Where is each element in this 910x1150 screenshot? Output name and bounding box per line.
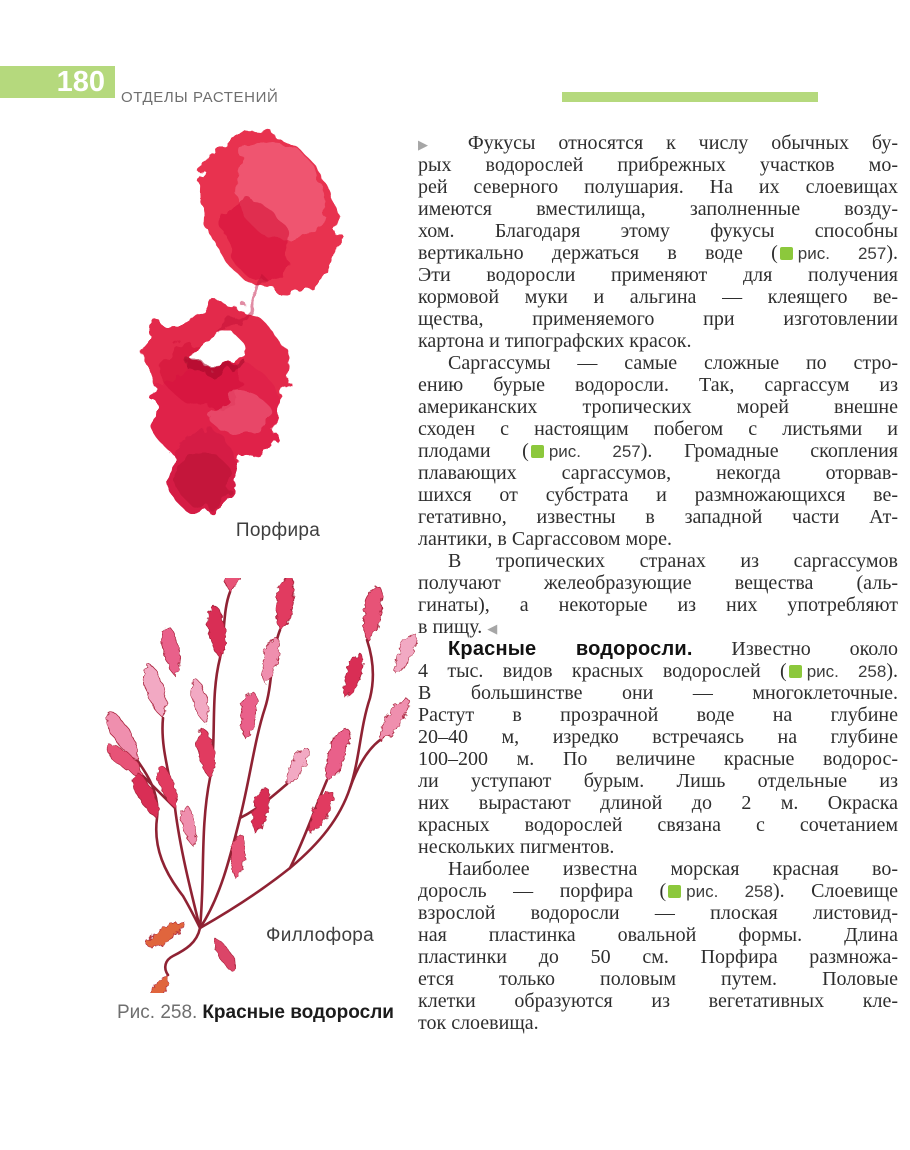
text-segment: ется только половым путем. Половые bbox=[418, 968, 898, 990]
text-segment: гетативно, известны в западной части Ат- bbox=[418, 506, 898, 528]
text-line bbox=[418, 572, 898, 594]
phyllophora-drawing bbox=[105, 578, 425, 993]
text-segment: красных водорослей связана с сочетанием bbox=[418, 814, 898, 836]
text-segment: гинаты), а некоторые из них употребляют bbox=[418, 594, 898, 616]
text-segment: Фукусы относятся к числу обычных бу- bbox=[467, 132, 898, 154]
figure-reference: рис. 257 bbox=[548, 442, 641, 461]
text-line bbox=[418, 198, 898, 220]
text-line bbox=[418, 792, 898, 814]
text-segment: шихся от субстрата и размножающихся ве- bbox=[418, 484, 898, 506]
text-line bbox=[418, 924, 898, 946]
text-line bbox=[418, 176, 898, 198]
porphyra-drawing bbox=[120, 122, 400, 517]
text-segment: ). bbox=[886, 660, 899, 682]
text-line bbox=[418, 264, 898, 286]
phyllophora-illustration bbox=[105, 578, 425, 993]
text-segment: ). bbox=[886, 242, 898, 264]
text-segment: ная пластинка овальной формы. Длина bbox=[418, 924, 898, 946]
text-segment: получают желеобразующие вещества (аль- bbox=[418, 572, 898, 594]
text-line bbox=[418, 462, 898, 484]
text-segment: нескольких пигментов. bbox=[418, 836, 615, 858]
text-line bbox=[418, 682, 898, 704]
text-segment: 20–40 м, изредко встречаясь на глубине bbox=[418, 726, 898, 748]
text-line bbox=[418, 132, 898, 154]
text-line bbox=[418, 506, 898, 528]
text-line bbox=[418, 880, 898, 902]
text-line bbox=[418, 220, 898, 242]
figure-caption bbox=[117, 1002, 394, 1024]
paragraph-marker-icon: ▶ bbox=[418, 138, 468, 153]
text-segment: доросль — порфира ( bbox=[418, 880, 667, 902]
text-line bbox=[418, 440, 898, 462]
text-segment: плавающих саргассумов, некогда оторвав- bbox=[418, 462, 898, 484]
text-segment: взрослой водоросли — плоская листовид- bbox=[418, 902, 898, 924]
text-segment: ению бурые водоросли. Так, саргассум из bbox=[418, 374, 898, 396]
text-segment: в пищу. bbox=[418, 616, 488, 638]
text-line bbox=[418, 396, 898, 418]
figure-ref-square-icon bbox=[789, 665, 802, 678]
text-line bbox=[418, 814, 898, 836]
figure-reference: рис. 258 bbox=[686, 882, 773, 901]
text-segment: ли уступают бурым. Лишь отдельные из bbox=[418, 770, 898, 792]
text-line bbox=[418, 616, 898, 638]
text-line bbox=[418, 374, 898, 396]
figure-ref-square-icon bbox=[668, 885, 681, 898]
text-segment: кормовой муки и альгина — клеящего ве- bbox=[418, 286, 898, 308]
text-line bbox=[418, 308, 898, 330]
text-segment: Наиболее известна морская красная во- bbox=[448, 858, 898, 880]
text-line bbox=[418, 858, 898, 880]
text-segment: вертикально держаться в воде ( bbox=[418, 242, 778, 264]
porphyra-label: Порфира bbox=[235, 520, 321, 541]
text-line bbox=[418, 638, 898, 660]
text-line bbox=[418, 660, 898, 682]
text-line bbox=[418, 946, 898, 968]
text-segment: Саргассумы — самые сложные по стро- bbox=[448, 352, 898, 374]
text-segment: ). Слоевище bbox=[772, 880, 898, 902]
text-segment: Известно около bbox=[692, 638, 898, 660]
text-line bbox=[418, 704, 898, 726]
text-segment: щества, применяемого при изготовлении bbox=[418, 308, 898, 330]
text-segment: рей северного полушария. На их слоевищах bbox=[418, 176, 898, 198]
text-line bbox=[418, 836, 898, 858]
text-segment: пластинки до 50 см. Порфира размножа- bbox=[418, 946, 898, 968]
text-segment: сходен с настоящим побегом с листьями и bbox=[418, 418, 898, 440]
figure-caption-title: Красные водоросли bbox=[202, 1002, 394, 1023]
figure-reference: рис. 258 bbox=[806, 662, 887, 681]
text-segment: В большинстве они — многоклеточные. bbox=[418, 682, 898, 704]
header-rule-bar bbox=[562, 92, 818, 102]
text-line bbox=[418, 550, 898, 572]
text-segment: плодами ( bbox=[418, 440, 529, 462]
page-number: 180 bbox=[56, 66, 105, 98]
text-segment: хом. Благодаря этому фукусы способны bbox=[418, 220, 898, 242]
text-segment: В тропических странах из саргассумов bbox=[448, 550, 898, 572]
text-line bbox=[418, 968, 898, 990]
text-segment: ). Громадные скопления bbox=[640, 440, 898, 462]
text-segment: 100–200 м. По величине красные водорос- bbox=[418, 748, 898, 770]
article bbox=[418, 132, 898, 1034]
figure-ref-square-icon bbox=[531, 445, 544, 458]
text-line bbox=[418, 726, 898, 748]
running-header: ОТДЕЛЫ РАСТЕНИЙ bbox=[121, 89, 279, 106]
text-line bbox=[418, 352, 898, 374]
text-segment: Эти водоросли применяют для получения bbox=[418, 264, 898, 286]
text-line bbox=[418, 330, 898, 352]
text-line bbox=[418, 154, 898, 176]
figure-caption-number: Рис. 258. bbox=[117, 1002, 198, 1023]
text-line bbox=[418, 748, 898, 770]
text-line bbox=[418, 770, 898, 792]
text-line bbox=[418, 594, 898, 616]
text-line bbox=[418, 1012, 898, 1034]
text-line bbox=[418, 484, 898, 506]
text-line bbox=[418, 990, 898, 1012]
text-segment: имеются вместилища, заполненные возду- bbox=[418, 198, 898, 220]
inline-heading: Красные водоросли. bbox=[448, 638, 693, 660]
porphyra-illustration bbox=[120, 122, 400, 517]
text-segment: лантики, в Саргассовом море. bbox=[418, 528, 673, 550]
text-line bbox=[418, 528, 898, 550]
text-line bbox=[418, 242, 898, 264]
figure-ref-square-icon bbox=[780, 247, 793, 260]
text-segment: американских тропических морей внешне bbox=[418, 396, 898, 418]
text-segment: 4 тыс. видов красных водорослей ( bbox=[418, 660, 787, 682]
text-segment: картона и типографских красок. bbox=[418, 330, 692, 352]
text-segment: рых водорослей прибрежных участков мо- bbox=[418, 154, 898, 176]
text-line bbox=[418, 902, 898, 924]
paragraph-marker-icon: ◀ bbox=[487, 622, 498, 637]
text-segment: ток слоевища. bbox=[418, 1012, 539, 1034]
text-segment: Растут в прозрачной воде на глубине bbox=[418, 704, 898, 726]
page-number-badge bbox=[0, 66, 115, 98]
text-segment: них вырастают длиной до 2 м. Окраска bbox=[418, 792, 898, 814]
figure-reference: рис. 257 bbox=[797, 244, 887, 263]
text-line bbox=[418, 418, 898, 440]
text-segment: клетки образуются из вегетативных кле- bbox=[418, 990, 898, 1012]
phyllophora-label: Филлофора bbox=[266, 925, 375, 946]
text-line bbox=[418, 286, 898, 308]
